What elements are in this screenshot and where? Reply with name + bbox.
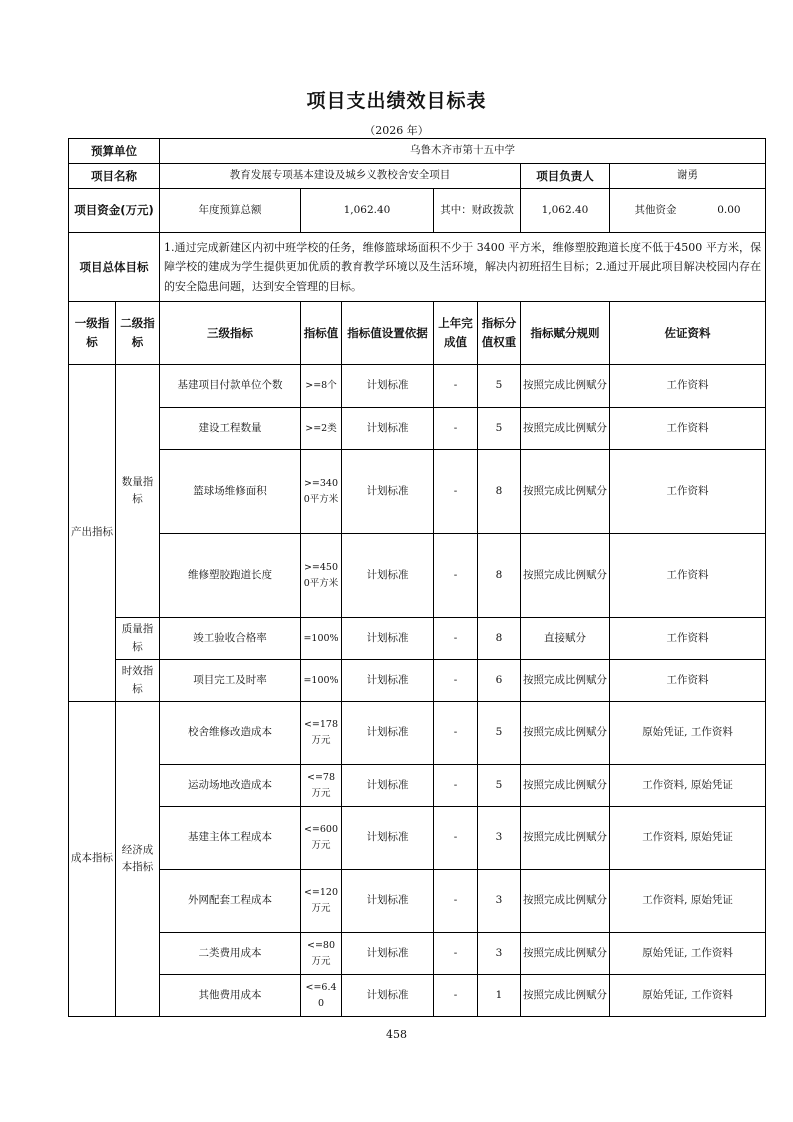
- row-evidence: 工作资料: [610, 618, 766, 660]
- row-name: 基建项目付款单位个数: [160, 365, 301, 408]
- row-evidence: 原始凭证, 工作资料: [610, 975, 766, 1017]
- row-name: 项目完工及时率: [160, 660, 301, 702]
- row-weight: 6: [478, 660, 521, 702]
- row-basis: 计划标准: [342, 534, 434, 618]
- fiscal-label: 其中：财政拨款: [434, 189, 521, 233]
- row-evidence: 原始凭证, 工作资料: [610, 933, 766, 975]
- table-row: [69, 702, 766, 765]
- row-value: =100%: [301, 660, 342, 702]
- row-weight: 3: [478, 870, 521, 933]
- row-rule: 按照完成比例赋分: [521, 660, 610, 702]
- row-evidence: 工作资料: [610, 365, 766, 408]
- row-value: <=600万元: [301, 807, 342, 870]
- row-prev: -: [434, 870, 478, 933]
- row-basis: 计划标准: [342, 365, 434, 408]
- row-weight: 8: [478, 534, 521, 618]
- row-basis: 计划标准: [342, 408, 434, 450]
- page-title: 项目支出绩效目标表: [306, 90, 487, 112]
- table-row: [69, 365, 766, 408]
- budget-unit-label: 预算单位: [69, 139, 160, 164]
- row-rule: 按照完成比例赋分: [521, 534, 610, 618]
- row-weight: 3: [478, 933, 521, 975]
- row-evidence: 工作资料, 原始凭证: [610, 807, 766, 870]
- row-evidence: 工作资料: [610, 660, 766, 702]
- row-rule: 按照完成比例赋分: [521, 933, 610, 975]
- row-basis: 计划标准: [342, 807, 434, 870]
- row-rule: 直接赋分: [521, 618, 610, 660]
- annual-budget-label: 年度预算总额: [160, 189, 301, 233]
- row-rule: 按照完成比例赋分: [521, 702, 610, 765]
- row-name: 外网配套工程成本: [160, 870, 301, 933]
- col-evidence: 佐证资料: [610, 302, 766, 365]
- row-value: <=6.40: [301, 975, 342, 1017]
- row-evidence: 工作资料: [610, 408, 766, 450]
- page-number: 458: [386, 1028, 407, 1041]
- row-name: 校舍维修改造成本: [160, 702, 301, 765]
- col-rule: 指标赋分规则: [521, 302, 610, 365]
- row-value: >=8个: [301, 365, 342, 408]
- person-label: 项目负责人: [521, 164, 610, 189]
- row-prev: -: [434, 660, 478, 702]
- row-basis: 计划标准: [342, 975, 434, 1017]
- row-rule: 按照完成比例赋分: [521, 450, 610, 534]
- table-row: [69, 618, 766, 660]
- row-weight: 8: [478, 450, 521, 534]
- row-value: <=120万元: [301, 870, 342, 933]
- row-weight: 5: [478, 365, 521, 408]
- row-weight: 8: [478, 618, 521, 660]
- row-prev: -: [434, 702, 478, 765]
- col-weight: 指标分值权重: [478, 302, 521, 365]
- row-prev: -: [434, 807, 478, 870]
- table-row: [69, 408, 766, 450]
- project-name-value: 教育发展专项基本建设及城乡义教校舍安全项目: [160, 164, 521, 189]
- funds-label: 项目资金(万元): [69, 189, 160, 233]
- row-value: <=178万元: [301, 702, 342, 765]
- row-rule: 按照完成比例赋分: [521, 765, 610, 807]
- row-evidence: 工作资料, 原始凭证: [610, 765, 766, 807]
- fiscal-value: 1,062.40: [521, 189, 610, 233]
- group-quantity: 数量指标: [116, 365, 160, 618]
- table-row: [69, 450, 766, 534]
- row-evidence: 工作资料: [610, 450, 766, 534]
- table-row: [69, 975, 766, 1017]
- row-weight: 5: [478, 408, 521, 450]
- row-basis: 计划标准: [342, 933, 434, 975]
- goal-label: 项目总体目标: [69, 233, 160, 302]
- row-evidence: 工作资料: [610, 534, 766, 618]
- row-rule: 按照完成比例赋分: [521, 870, 610, 933]
- performance-table: [68, 138, 766, 1017]
- row-value: =100%: [301, 618, 342, 660]
- group-quality: 质量指标: [116, 618, 160, 660]
- table-row: [69, 870, 766, 933]
- row-prev: -: [434, 618, 478, 660]
- group-cost: 成本指标: [69, 702, 116, 1017]
- project-name-label: 项目名称: [69, 164, 160, 189]
- row-value: <=78万元: [301, 765, 342, 807]
- row-prev: -: [434, 365, 478, 408]
- row-name: 篮球场维修面积: [160, 450, 301, 534]
- other-funds-value: 0.00: [717, 203, 741, 216]
- row-basis: 计划标准: [342, 870, 434, 933]
- row-name: 竣工验收合格率: [160, 618, 301, 660]
- col-prev: 上年完成值: [434, 302, 478, 365]
- row-prev: -: [434, 765, 478, 807]
- row-evidence: 原始凭证, 工作资料: [610, 702, 766, 765]
- row-prev: -: [434, 408, 478, 450]
- row-weight: 1: [478, 975, 521, 1017]
- row-prev: -: [434, 975, 478, 1017]
- row-rule: 按照完成比例赋分: [521, 975, 610, 1017]
- col-level2: 二级指标: [116, 302, 160, 365]
- table-row: [69, 534, 766, 618]
- row-name: 建设工程数量: [160, 408, 301, 450]
- row-value: >=4500平方米: [301, 534, 342, 618]
- row-rule: 按照完成比例赋分: [521, 365, 610, 408]
- row-basis: 计划标准: [342, 660, 434, 702]
- group-economic: 经济成本指标: [116, 702, 160, 1017]
- row-basis: 计划标准: [342, 702, 434, 765]
- other-funds-label: 其他资金: [634, 203, 677, 216]
- row-basis: 计划标准: [342, 450, 434, 534]
- row-name: 二类费用成本: [160, 933, 301, 975]
- row-prev: -: [434, 534, 478, 618]
- row-weight: 5: [478, 765, 521, 807]
- row-prev: -: [434, 450, 478, 534]
- col-level1: 一级指标: [69, 302, 116, 365]
- table-row: [69, 765, 766, 807]
- row-value: <=80万元: [301, 933, 342, 975]
- row-basis: 计划标准: [342, 765, 434, 807]
- person-value: 谢勇: [610, 164, 766, 189]
- table-row: [69, 807, 766, 870]
- other-funds-cell: [610, 189, 766, 233]
- row-prev: -: [434, 933, 478, 975]
- row-weight: 3: [478, 807, 521, 870]
- col-value: 指标值: [301, 302, 342, 365]
- goal-text: 1.通过完成新建区内初中班学校的任务，维修篮球场面积不少于 3400 平方米，维修塑胶跑道长度不低于4500 平方米，保障学校的建成为学生提供更加优质的教育教学环境以及生活环境，解决内初班招生目标；2.通过开展此项目解决校园内存在的安全隐患问题，达到安全管理的目标。: [160, 233, 766, 302]
- row-name: 维修塑胶跑道长度: [160, 534, 301, 618]
- row-value: >=3400平方米: [301, 450, 342, 534]
- row-name: 其他费用成本: [160, 975, 301, 1017]
- row-name: 运动场地改造成本: [160, 765, 301, 807]
- row-weight: 5: [478, 702, 521, 765]
- budget-unit-value: 乌鲁木齐市第十五中学: [160, 139, 766, 164]
- col-basis: 指标值设置依据: [342, 302, 434, 365]
- col-level3: 三级指标: [160, 302, 301, 365]
- row-name: 基建主体工程成本: [160, 807, 301, 870]
- row-evidence: 工作资料, 原始凭证: [610, 870, 766, 933]
- table-row: [69, 660, 766, 702]
- year-label: （2026 年）: [364, 124, 429, 137]
- row-basis: 计划标准: [342, 618, 434, 660]
- row-rule: 按照完成比例赋分: [521, 807, 610, 870]
- annual-budget-value: 1,062.40: [301, 189, 434, 233]
- row-rule: 按照完成比例赋分: [521, 408, 610, 450]
- group-output: 产出指标: [69, 365, 116, 702]
- row-value: >=2类: [301, 408, 342, 450]
- group-timeliness: 时效指标: [116, 660, 160, 702]
- table-row: [69, 933, 766, 975]
